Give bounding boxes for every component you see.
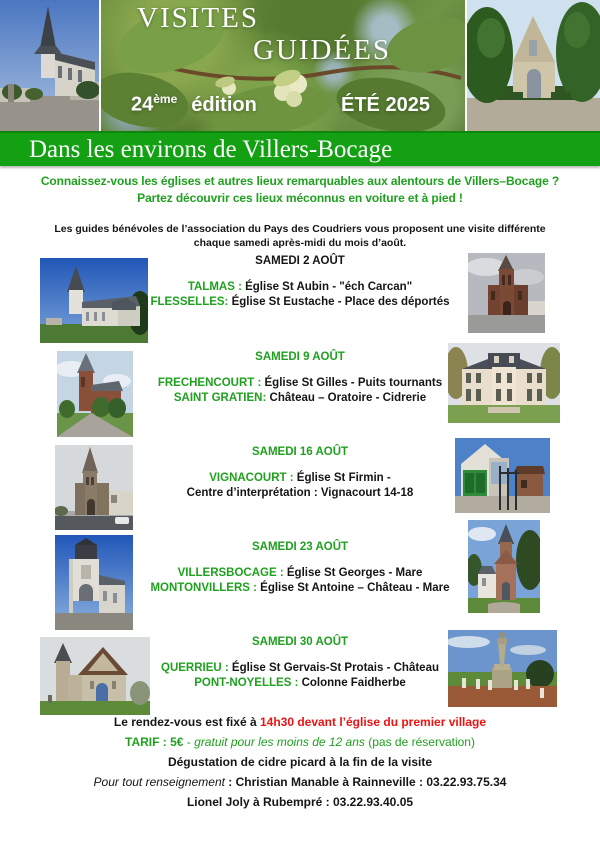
place-name: SAINT GRATIEN: <box>173 392 270 404</box>
section-date: SAMEDI 23 AOÛT <box>251 541 349 553</box>
tarif-reservation-note: (pas de réservation) <box>364 735 475 749</box>
photo-vignacourt-church <box>55 445 133 530</box>
photo-saintgratien-chateau <box>448 343 560 423</box>
place-detail: Colonne Faidherbe <box>301 677 406 689</box>
photo-villersbocage-church <box>55 535 133 630</box>
poster-title-line2: GUIDÉES <box>253 34 392 66</box>
photo-church-spire-left <box>0 0 99 131</box>
tarif-line <box>0 735 600 749</box>
rendezvous-line <box>0 715 600 729</box>
place-name: QUERRIEU : <box>161 662 232 674</box>
footer-info <box>0 715 600 815</box>
place-name: MONTONVILLERS : <box>150 582 261 594</box>
rendezvous-prefix: Le rendez-vous est fixé à <box>113 715 260 729</box>
place-name: FRECHENCOURT : <box>157 377 265 389</box>
guides-note <box>0 222 600 250</box>
contact-line1 <box>0 775 600 789</box>
place-detail: Église St Antoine – Château - Mare <box>260 582 450 594</box>
edition-label <box>131 92 257 117</box>
edition-number: 24 <box>131 93 154 116</box>
tarif-dash: - <box>183 735 195 749</box>
edition-ordinal: ème <box>153 92 178 106</box>
place-name: TALMAS : <box>187 281 246 293</box>
place-detail: Église St Firmin - <box>296 472 391 484</box>
place-detail: Église St Gilles - Puits tournants <box>264 377 443 389</box>
contact-prefix: Pour tout renseignement <box>93 775 225 789</box>
photo-hazelnut-leaves <box>101 0 465 131</box>
region-banner-title: Dans les environs de Villers-Bocage <box>29 136 393 163</box>
photo-montonvillers-church <box>468 520 540 613</box>
guides-note-line1: Les guides bénévoles de l’association du Pays des Coudriers vous proposent une visite différente <box>54 223 546 235</box>
intro-line1: Connaissez-vous les églises et autres lieux remarquables aux alentours de Villers–Bocage ? <box>40 174 560 188</box>
section-date: SAMEDI 2 AOÛT <box>255 255 345 267</box>
season-label: ÉTÉ 2025 <box>341 94 430 116</box>
intro-text <box>0 173 600 207</box>
photo-talmas-church <box>40 258 148 343</box>
poster-title-line1: VISITES <box>137 2 259 34</box>
place-detail: Château – Oratoire - Cidrerie <box>269 392 427 404</box>
tarif-label: TARIF : 5€ <box>125 735 184 749</box>
place-detail: Centre d’interprétation : Vignacourt 14-18 <box>186 487 414 499</box>
header-photo-strip <box>0 0 600 131</box>
photo-flesselles-church <box>468 253 545 333</box>
place-detail: Église St Eustache - Place des déportés <box>231 296 450 308</box>
edition-word: édition <box>191 93 257 116</box>
place-detail: Église St Aubin - "éch Carcan" <box>245 281 413 293</box>
intro-line2: Partez découvrir ces lieux méconnus en voiture et à pied ! <box>137 191 463 205</box>
place-name: VIGNACOURT : <box>209 472 297 484</box>
rendezvous-highlight: 14h30 devant l’église du premier village <box>259 715 487 729</box>
place-name: PONT-NOYELLES : <box>194 677 302 689</box>
place-name: VILLERSBOCAGE : <box>177 567 287 579</box>
section-date: SAMEDI 16 AOÛT <box>251 446 349 458</box>
photo-querrieu-church <box>40 637 150 715</box>
place-detail: Église St Gervais-St Protais - Château <box>231 662 439 674</box>
contact-name-phone-1: : Christian Manable à Rainneville : 03.22.93.75.34 <box>224 775 507 789</box>
guides-note-line2: chaque samedi après-midi du mois d’août. <box>193 237 407 249</box>
tarif-free-note: gratuit pour les moins de 12 ans <box>194 735 365 749</box>
section-date: SAMEDI 9 AOÛT <box>255 351 345 363</box>
contact-line2: Lionel Joly à Rubempré : 03.22.93.40.05 <box>186 795 414 809</box>
degustation-line: Dégustation de cidre picard à la fin de la visite <box>167 755 433 769</box>
photo-church-facade-right <box>467 0 600 131</box>
photo-vignacourt-interpretation-center <box>455 438 550 513</box>
photo-colonne-faidherbe <box>448 630 557 707</box>
photo-frechencourt-church <box>57 351 133 437</box>
section-date: SAMEDI 30 AOÛT <box>251 636 349 648</box>
region-banner <box>0 131 600 166</box>
place-detail: Église St Georges - Mare <box>286 567 423 579</box>
place-name: FLESSELLES: <box>150 296 232 308</box>
